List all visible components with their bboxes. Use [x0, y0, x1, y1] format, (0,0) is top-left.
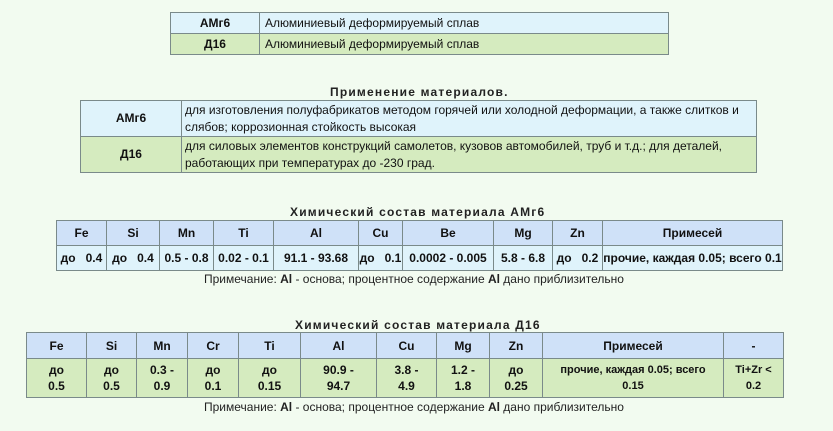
note-bold: Al: [487, 272, 500, 286]
chem-amg6-table: [56, 220, 783, 271]
cell-value: [377, 359, 437, 398]
cell-line: до: [49, 363, 64, 377]
table-row: [57, 246, 783, 271]
table-row: [171, 13, 669, 34]
application-text: [182, 137, 757, 173]
material-description: Алюминиевый деформируемый сплав: [260, 13, 669, 34]
material-name: Д16: [81, 137, 182, 173]
column-header: -: [724, 333, 784, 359]
cell-line: Ti+Zr <: [735, 364, 772, 376]
column-header: Mn: [160, 221, 214, 246]
cell-value: до 0.4: [107, 246, 160, 271]
cell-line: до: [205, 363, 221, 377]
cell-value: [239, 359, 301, 398]
cell-line: прочие, каждая 0.05; всего: [560, 364, 706, 376]
column-header: Ti: [214, 221, 274, 246]
cell-value: до 0.1: [359, 246, 403, 271]
cell-value: прочие, каждая 0.05; всего 0.1: [603, 246, 783, 271]
cell-value: [301, 359, 377, 398]
material-name: АМг6: [171, 13, 260, 34]
note-text: Примечание:: [204, 272, 281, 286]
application-table: [80, 100, 757, 173]
cell-line: 90.9 -: [323, 363, 354, 377]
cell-line: 0.15: [622, 380, 644, 392]
column-header: Cr: [188, 333, 239, 359]
table-row: [27, 359, 784, 398]
cell-line: 0.5: [48, 379, 65, 393]
cell-value: до 0.4: [57, 246, 107, 271]
cell-line: 0.25: [504, 379, 528, 393]
cell-value: 91.1 - 93.68: [274, 246, 359, 271]
cell-value: 5.8 - 6.8: [494, 246, 553, 271]
column-header: Cu: [359, 221, 403, 246]
cell-value: 0.5 - 0.8: [160, 246, 214, 271]
chem-amg6-title: Химический состав материала АМг6: [290, 205, 546, 219]
column-header: Mg: [437, 333, 490, 359]
cell-value: [724, 359, 784, 398]
cell-line: 0.2: [745, 380, 762, 392]
material-name: АМг6: [81, 101, 182, 137]
column-header: Be: [403, 221, 494, 246]
column-header: Cu: [377, 333, 437, 359]
application-title: Применение материалов.: [330, 85, 509, 99]
cell-line: 1.8: [454, 379, 472, 393]
column-header: Ti: [239, 333, 301, 359]
application-line: для силовых элементов конструкций самолетов, кузовов автомобилей, труб и т.д.; для деталей,: [185, 138, 722, 153]
application-line: работающих при температурах до -230 град.: [185, 155, 435, 170]
cell-line: 0.3 -: [149, 363, 174, 377]
cell-line: до: [262, 363, 277, 377]
material-description: Алюминиевый деформируемый сплав: [260, 34, 669, 55]
cell-value: до 0.2: [553, 246, 603, 271]
cell-line: до: [508, 363, 524, 377]
chem-d16-note: [204, 400, 624, 414]
header-row: [57, 221, 783, 246]
cell-line: до: [104, 363, 119, 377]
application-line: для изготовления полуфабрикатов методом горячей или холодной деформации, а также слитков и: [185, 102, 739, 117]
table-row: [171, 34, 669, 55]
cell-value: 0.02 - 0.1: [214, 246, 274, 271]
column-header: Zn: [553, 221, 603, 246]
column-header: Mg: [494, 221, 553, 246]
cell-line: 0.1: [204, 379, 222, 393]
column-header: Zn: [490, 333, 543, 359]
chem-d16-table: [26, 332, 784, 398]
note-bold: Al: [487, 400, 500, 414]
cell-line: 1.2 -: [450, 363, 475, 377]
cell-line: 4.9: [398, 379, 415, 393]
column-header: Fe: [27, 333, 87, 359]
cell-value: [87, 359, 137, 398]
cell-line: 94.7: [326, 379, 351, 393]
note-text: дано приблизительно: [499, 400, 624, 414]
header-row: [27, 333, 784, 359]
cell-line: 0.15: [257, 379, 282, 393]
chem-d16-title: Химический состав материала Д16: [295, 318, 541, 332]
cell-line: 3.8 -: [394, 363, 419, 377]
cell-value: [27, 359, 87, 398]
column-header: Si: [87, 333, 137, 359]
application-line: слябов; коррозионная стойкость высокая: [185, 119, 417, 134]
table-row: [81, 101, 757, 137]
note-text: Примечание:: [204, 400, 281, 414]
cell-value: [490, 359, 543, 398]
column-header: Al: [301, 333, 377, 359]
cell-value: [188, 359, 239, 398]
material-name: Д16: [171, 34, 260, 55]
note-text: - основа; процентное содержание: [292, 400, 488, 414]
cell-line: 0.5: [103, 379, 120, 393]
column-header: Mn: [137, 333, 188, 359]
column-header: Si: [107, 221, 160, 246]
note-text: дано приблизительно: [499, 272, 624, 286]
column-header: Fe: [57, 221, 107, 246]
cell-line: 0.9: [153, 379, 171, 393]
cell-value: [137, 359, 188, 398]
application-text: [182, 101, 757, 137]
cell-value: [543, 359, 724, 398]
materials-table: [170, 12, 669, 55]
column-header: Примесей: [543, 333, 724, 359]
note-text: - основа; процентное содержание: [292, 272, 488, 286]
cell-value: [437, 359, 490, 398]
column-header: Al: [274, 221, 359, 246]
cell-value: 0.0002 - 0.005: [403, 246, 494, 271]
note-bold: Al: [280, 400, 293, 414]
table-row: [81, 137, 757, 173]
note-bold: Al: [280, 272, 293, 286]
chem-amg6-note: [204, 272, 624, 286]
column-header: Примесей: [603, 221, 783, 246]
